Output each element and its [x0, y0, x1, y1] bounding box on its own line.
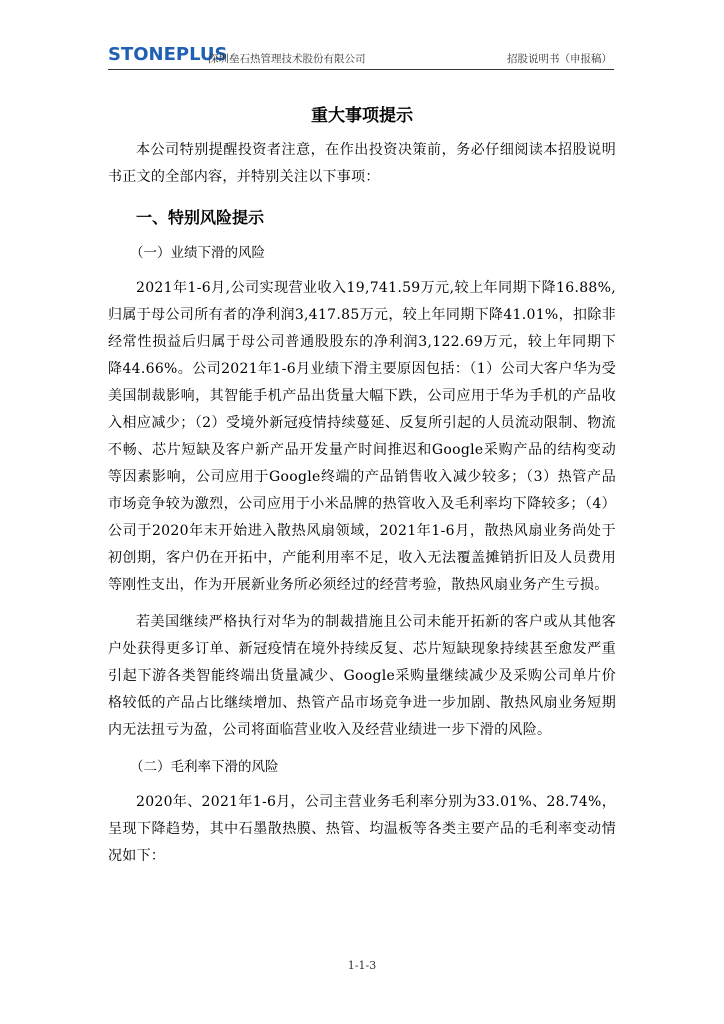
document-type: 招股说明书（申报稿） [507, 53, 612, 65]
document-body [108, 137, 616, 870]
page-number: 1-1-3 [347, 959, 377, 972]
performance-decline-paragraph-2: 若美国继续严格执行对华为的制裁措施且公司未能开拓新的客户或从其他客户处获得更多订单、新冠疫情在境外持续反复、芯片短缺现象持续甚至愈发严重引起下游各类智能终端出货量减少、Google采购量继续减少及采购公司单片价格较低的产品占比继续增加、热管产品市场竞争进一步加剧、散热风扇业务短期内无法扭亏为盈，公司将面临营业收入及经营业绩进一步下滑的风险。 [108, 614, 616, 738]
section-heading-special-risks: 一、特别风险提示 [136, 208, 265, 227]
page-header [108, 46, 614, 66]
gross-margin-paragraph-1: 2020年、2021年1-6月，公司主营业务毛利率分别为33.01%、28.74%，呈现下降趋势，其中石墨散热膜、热管、均温板等各类主要产品的毛利率变动情况如下： [108, 794, 616, 864]
header-divider [108, 69, 614, 70]
page-title: 重大事项提示 [311, 106, 413, 126]
performance-decline-paragraph-1: 2021年1-6月,公司实现营业收入19,741.59万元,较上年同期下降16.88%,归属于母公司所有者的净利润3,417.85万元，较上年同期下降41.01%，扣除非经常性损益后归属于母公司普通股股东的净利润3,122.69万元，较上年同期下降44.66%。公司2021年1-6月业绩下滑主要原因包括：（1）公司大客户华为受美国制裁影响，其智能手机产品出货量大幅下跌，公司应用于华为手机的产品收入相应减少；（2）受境外新冠疫情持续蔓延、反复所引起的人员流动限制、物流不畅、芯片短缺及客户新产品开发量产时间推迟和Google采购产品的结构变动等因素影响，公司应用于Google终端的产品销售收入减少较多；（3）热管产品市场竞争较为激烈，公司应用于小米品牌的热管收入及毛利率均下降较多；（4）公司于2020年末开始进入散热风扇领域，2021年1-6月，散热风扇业务尚处于初创期，客户仍在开拓中，产能利用率不足，收入无法覆盖摊销折旧及人员费用等刚性支出，作为开展新业务所必须经过的经营考验，散热风扇业务产生亏损。 [108, 280, 616, 593]
company-logo: STONEPLUS [108, 44, 228, 65]
company-name: 深圳垒石热管理技术股份有限公司 [208, 53, 366, 65]
subsection-heading-performance-decline: （一）业绩下滑的风险 [130, 245, 265, 261]
intro-paragraph: 本公司特别提醒投资者注意，在作出投资决策前，务必仔细阅读本招股说明书正文的全部内容，并特别关注以下事项： [108, 142, 616, 185]
subsection-heading-gross-margin-decline: （二）毛利率下滑的风险 [130, 759, 279, 775]
